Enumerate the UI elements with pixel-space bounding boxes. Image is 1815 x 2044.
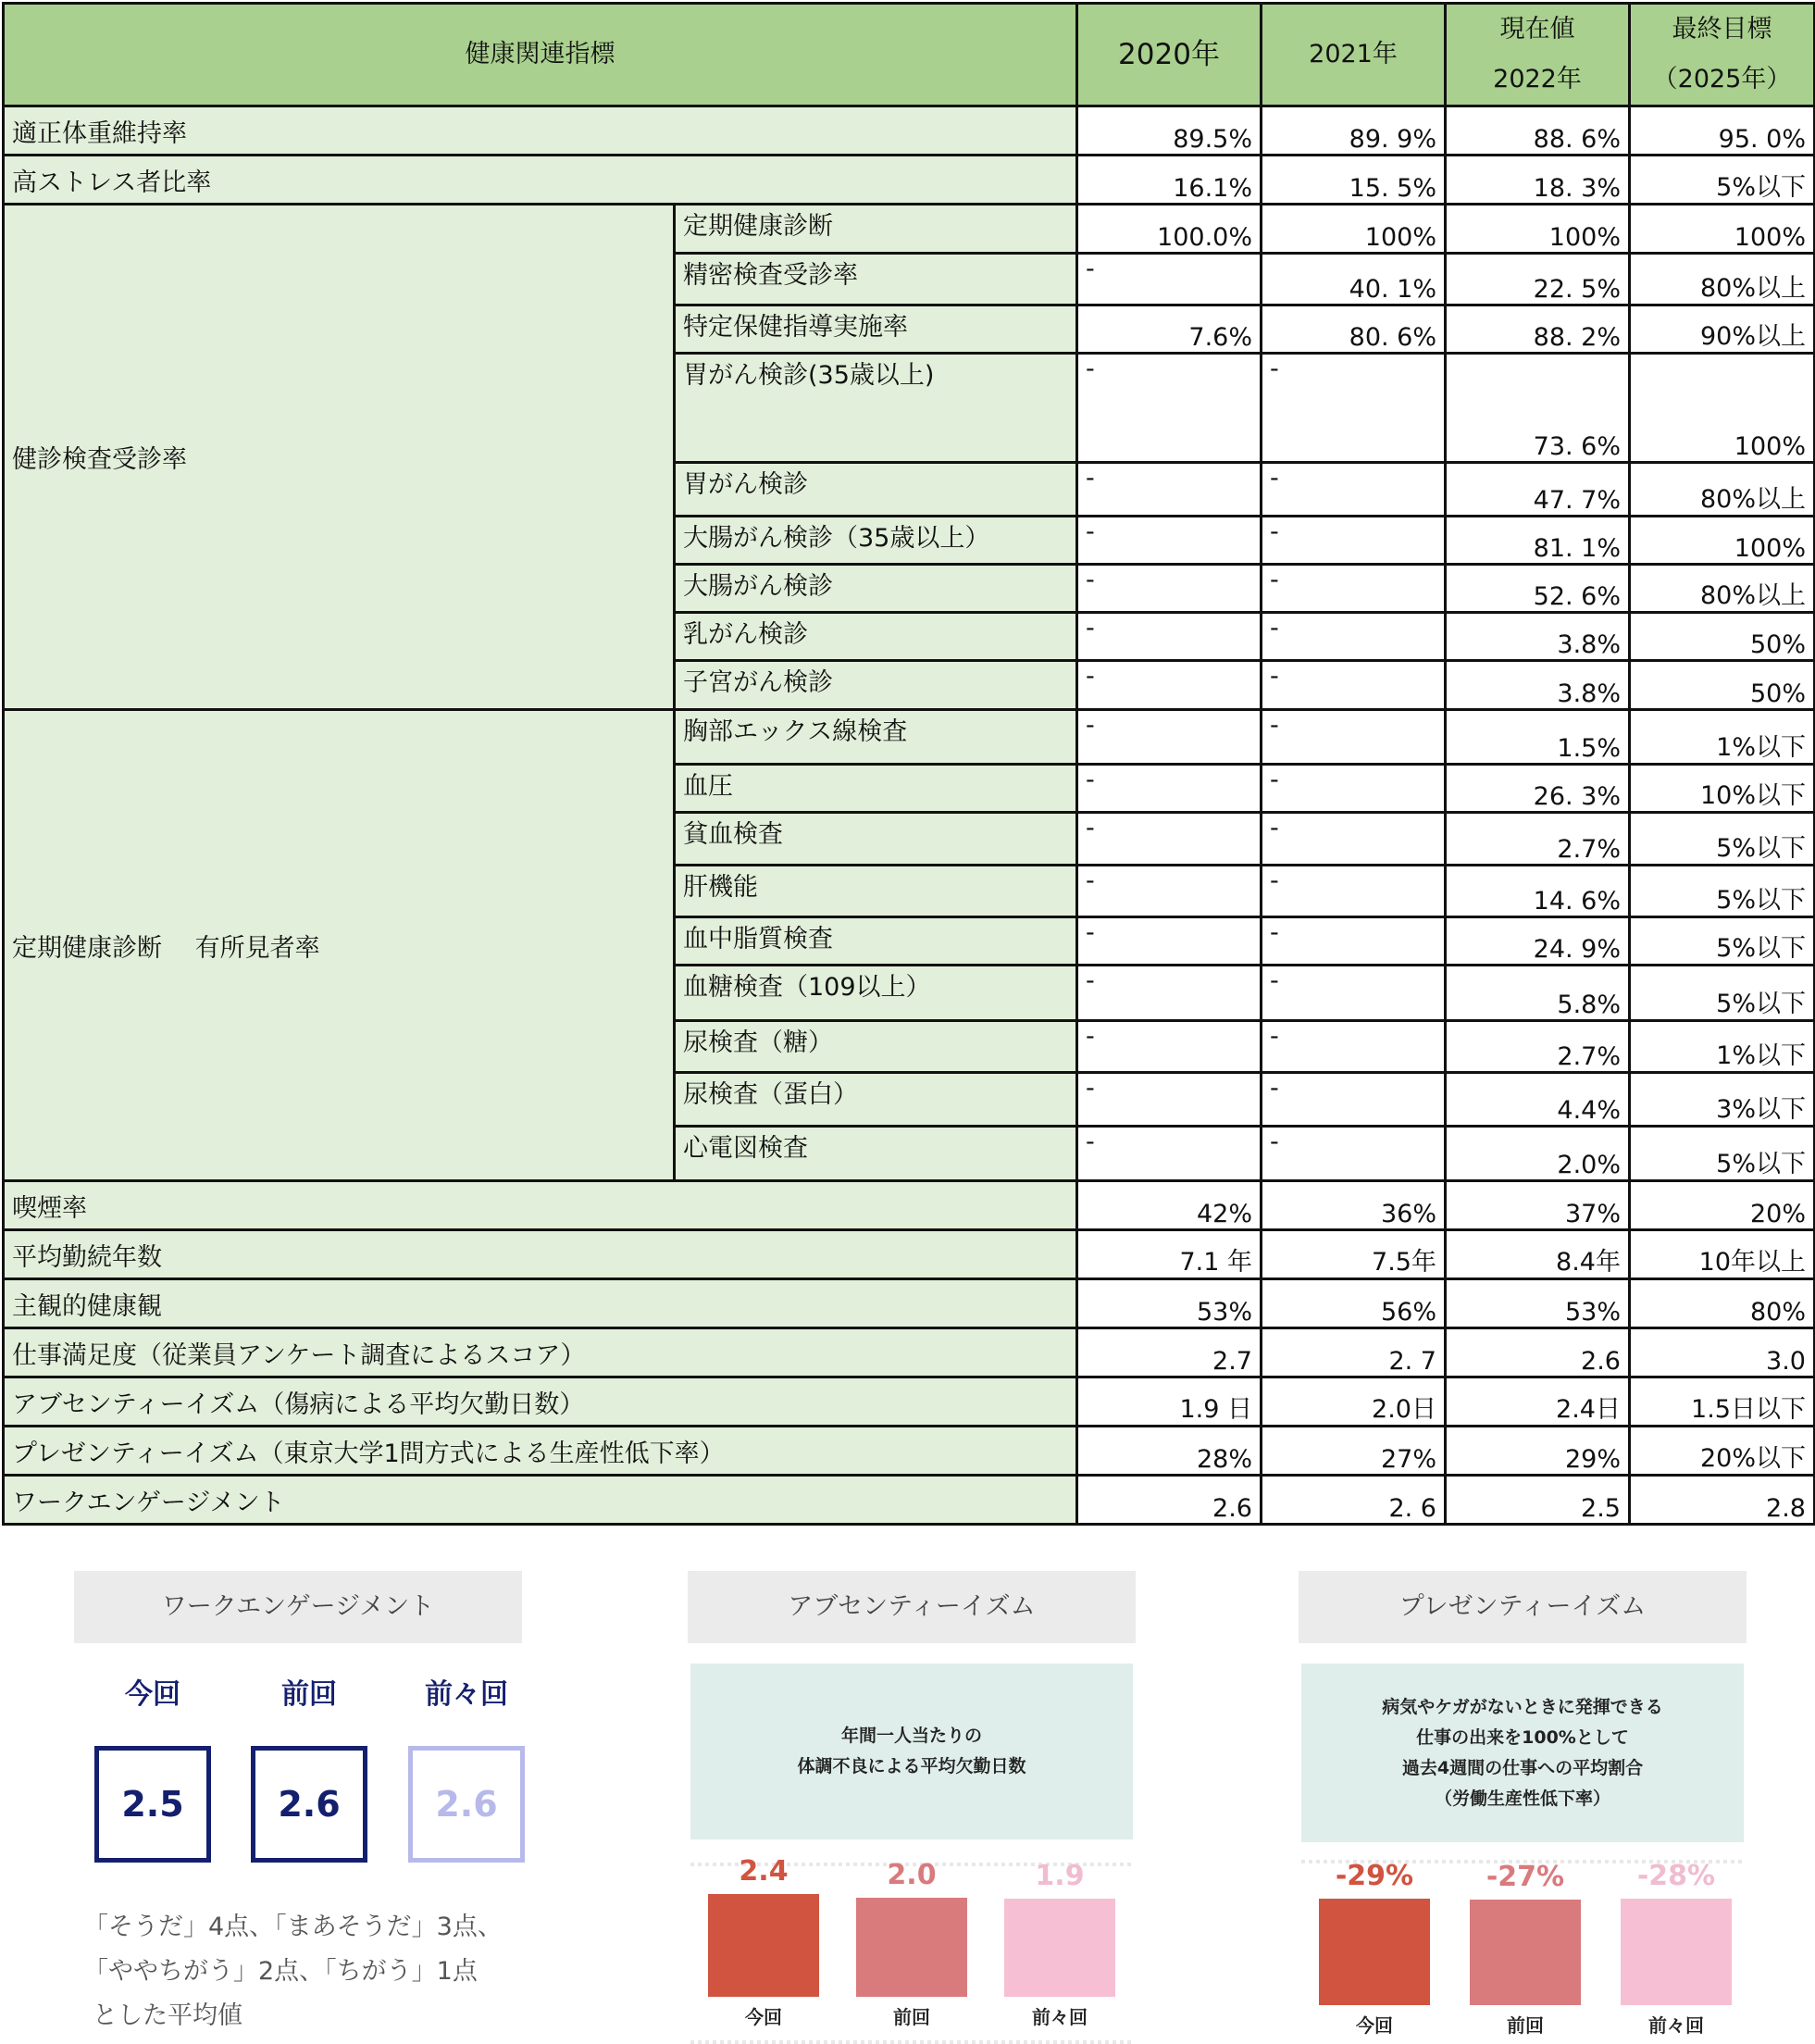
value-v2021: 2. 6 [1262,1476,1446,1525]
value-v2021: - [1262,710,1446,765]
engagement-label-previous: 前回 [281,1678,337,1711]
engagement-title: ワークエンゲージメント [74,1571,522,1643]
value-v2021: - [1262,866,1446,917]
value-target: 95. 0% [1630,106,1815,156]
absenteeism-description-line: 体調不良による平均欠勤日数 [797,1756,1026,1776]
table-row [4,1328,1815,1377]
value-v2021: - [1262,661,1446,710]
presenteeism-bar-value: -29% [1335,1860,1414,1892]
sub-row-label: 精密検査受診率 [675,254,1077,305]
value-v2021: 89. 9% [1262,106,1446,156]
table-row [4,1230,1815,1279]
value-v2021: 36% [1262,1181,1446,1230]
value-target: 5%以下 [1630,1127,1815,1181]
engagement-note-line: 「ややちがう」2点、「ちがう」1点 [83,1957,478,1986]
value-v2021: - [1262,1127,1446,1181]
value-v2020: - [1077,813,1262,866]
health-indicator-table [2,2,1815,1526]
value-v2020: 7.1 年 [1077,1230,1262,1279]
value-v2022: 29% [1446,1427,1630,1476]
sub-row-label: 胸部エックス線検査 [675,710,1077,765]
value-v2020: - [1077,1127,1262,1181]
value-v2022: 53% [1446,1279,1630,1328]
table-row [4,1377,1815,1427]
absenteeism-description-line: 年間一人当たりの [840,1726,982,1746]
value-v2020: 100.0% [1077,205,1262,254]
value-v2021: 100% [1262,205,1446,254]
presenteeism-title: プレゼンティーイズム [1299,1571,1747,1643]
value-v2020: - [1077,866,1262,917]
value-v2021: - [1262,613,1446,661]
value-v2022: 4.4% [1446,1073,1630,1127]
value-v2022: 52. 6% [1446,565,1630,613]
presenteeism-category-label: 前々回 [1648,2014,1704,2037]
value-target: 90%以上 [1630,305,1815,354]
value-target: 1%以下 [1630,710,1815,765]
value-v2021: 80. 6% [1262,305,1446,354]
value-v2021: - [1262,966,1446,1021]
presenteeism-bar-value: -27% [1486,1860,1565,1893]
value-v2020: 53% [1077,1279,1262,1328]
absenteeism-panel [688,1571,1136,2044]
presenteeism-description-line: 病気やケガがないときに発揮できる [1382,1696,1663,1717]
table-row [4,106,1815,156]
value-target: 5%以下 [1630,966,1815,1021]
value-v2021: - [1262,917,1446,966]
value-v2022: 3.8% [1446,613,1630,661]
table-row [4,205,1815,254]
value-v2020: 16.1% [1077,156,1262,205]
value-v2020: 2.7 [1077,1328,1262,1377]
value-target: 80%以上 [1630,565,1815,613]
value-target: 3%以下 [1630,1073,1815,1127]
absenteeism-description [690,1664,1133,1839]
engagement-note-line: とした平均値 [93,2001,242,2030]
value-v2022: 2.7% [1446,813,1630,866]
header-target-line1: 最終目標 [1672,15,1772,44]
value-v2021: 40. 1% [1262,254,1446,305]
value-v2022: 37% [1446,1181,1630,1230]
sub-row-label: 血糖検査（109以上） [675,966,1077,1021]
value-v2022: 1.5% [1446,710,1630,765]
engagement-note [83,1905,503,2038]
row-label: プレゼンティーイズム（東京大学1問方式による生産性低下率） [4,1427,1077,1476]
value-v2020: - [1077,917,1262,966]
table-row [4,156,1815,205]
value-v2022: 88. 6% [1446,106,1630,156]
sub-row-label: 胃がん検診(35歳以上) [675,354,1077,463]
value-target: 80% [1630,1279,1815,1328]
presenteeism-description-line: 過去4週間の仕事への平均割合 [1401,1757,1644,1778]
value-v2022: 2.4日 [1446,1377,1630,1427]
value-target: 50% [1630,613,1815,661]
presenteeism-description-line: 仕事の出来を100%として [1416,1726,1629,1748]
row-label: 喫煙率 [4,1181,1077,1230]
presenteeism-category-label: 今回 [1356,2014,1393,2037]
value-target: 5%以下 [1630,813,1815,866]
value-v2022: 24. 9% [1446,917,1630,966]
value-v2020: - [1077,354,1262,463]
value-v2021: - [1262,565,1446,613]
sub-row-label: 尿検査（糖） [675,1021,1077,1073]
presenteeism-description [1301,1664,1744,1842]
value-v2022: 2.0% [1446,1127,1630,1181]
value-v2021: - [1262,354,1446,463]
header-2020: 2020年 [1077,4,1262,106]
value-target: 50% [1630,661,1815,710]
header-indicator: 健康関連指標 [4,4,1077,106]
sub-row-label: 尿検査（蛋白） [675,1073,1077,1127]
row-label: ワークエンゲージメント [4,1476,1077,1525]
value-v2022: 8.4年 [1446,1230,1630,1279]
sub-row-label: 定期健康診断 [675,205,1077,254]
value-target: 1%以下 [1630,1021,1815,1073]
value-v2021: 2. 7 [1262,1328,1446,1377]
table-row [4,1427,1815,1476]
value-v2021: - [1262,1073,1446,1127]
engagement-value-current: 2.5 [94,1746,211,1863]
value-v2020: - [1077,661,1262,710]
group-label: 定期健康診断 有所見者率 [4,710,675,1181]
value-target: 100% [1630,205,1815,254]
value-v2022: 81. 1% [1446,517,1630,565]
absenteeism-bar-value: 2.0 [887,1858,937,1891]
presenteeism-bar-value: -28% [1636,1860,1716,1893]
header-target-line2: （2025年） [1652,65,1792,93]
value-v2020: - [1077,517,1262,565]
sub-row-label: 大腸がん検診（35歳以上） [675,517,1077,565]
value-target: 5%以下 [1630,866,1815,917]
value-v2021: 2.0日 [1262,1377,1446,1427]
engagement-label-current: 今回 [125,1678,180,1711]
row-label: 平均勤続年数 [4,1230,1077,1279]
group-label: 健診検査受診率 [4,205,675,710]
value-v2020: 89.5% [1077,106,1262,156]
presenteeism-panel [1299,1571,1747,2044]
value-target: 1.5日以下 [1630,1377,1815,1427]
absenteeism-category-label: 今回 [745,2006,782,2028]
value-v2022: 18. 3% [1446,156,1630,205]
value-v2022: 22. 5% [1446,254,1630,305]
value-target: 20%以下 [1630,1427,1815,1476]
value-v2021: 56% [1262,1279,1446,1328]
table-row [4,1279,1815,1328]
row-label: 高ストレス者比率 [4,156,1077,205]
value-target: 10%以下 [1630,765,1815,813]
sub-row-label: 肝機能 [675,866,1077,917]
value-target: 20% [1630,1181,1815,1230]
value-v2022: 3.8% [1446,661,1630,710]
value-v2022: 2.5 [1446,1476,1630,1525]
value-v2022: 5.8% [1446,966,1630,1021]
value-v2022: 88. 2% [1446,305,1630,354]
value-v2021: - [1262,517,1446,565]
absenteeism-bar [1004,1899,1115,1997]
value-v2022: 14. 6% [1446,866,1630,917]
value-v2021: - [1262,765,1446,813]
engagement-note-line: 「そうだ」4点、「まあそうだ」3点、 [83,1913,503,1941]
row-label: 仕事満足度（従業員アンケート調査によるスコア） [4,1328,1077,1377]
absenteeism-bar-value: 1.9 [1035,1859,1085,1892]
value-v2020: - [1077,1073,1262,1127]
presenteeism-bar [1621,1899,1732,2005]
engagement-value-before-previous: 2.6 [408,1746,525,1863]
sub-row-label: 貧血検査 [675,813,1077,866]
absenteeism-stripe [690,2040,1133,2044]
value-target: 3.0 [1630,1328,1815,1377]
absenteeism-category-label: 前回 [893,2006,930,2028]
absenteeism-title: アブセンティーイズム [688,1571,1136,1643]
header-target [1630,4,1815,106]
sub-row-label: 大腸がん検診 [675,565,1077,613]
value-v2020: 1.9 日 [1077,1377,1262,1427]
value-v2020: 2.6 [1077,1476,1262,1525]
value-v2021: - [1262,813,1446,866]
header-current [1446,4,1630,106]
table-row [4,1181,1815,1230]
presenteeism-bar [1470,1900,1581,2005]
presenteeism-bar [1319,1899,1430,2005]
value-v2020: - [1077,966,1262,1021]
value-v2022: 2.6 [1446,1328,1630,1377]
value-v2020: - [1077,1021,1262,1073]
value-v2020: 42% [1077,1181,1262,1230]
row-label: アブセンティーイズム（傷病による平均欠勤日数） [4,1377,1077,1427]
value-v2022: 47. 7% [1446,463,1630,517]
value-target: 100% [1630,354,1815,463]
row-label: 適正体重維持率 [4,106,1077,156]
sub-row-label: 心電図検査 [675,1127,1077,1181]
engagement-label-before-previous: 前々回 [425,1678,508,1711]
value-v2020: - [1077,710,1262,765]
header-2021: 2021年 [1262,4,1446,106]
value-v2020: - [1077,565,1262,613]
header-current-line2: 2022年 [1493,65,1582,93]
value-v2022: 100% [1446,205,1630,254]
value-v2021: - [1262,1021,1446,1073]
sub-row-label: 子宮がん検診 [675,661,1077,710]
value-v2020: - [1077,254,1262,305]
header-current-line1: 現在値 [1499,15,1575,44]
value-v2021: 27% [1262,1427,1446,1476]
value-target: 5%以下 [1630,917,1815,966]
value-v2022: 73. 6% [1446,354,1630,463]
value-v2021: 7.5年 [1262,1230,1446,1279]
absenteeism-category-label: 前々回 [1032,2006,1088,2028]
value-v2020: - [1077,765,1262,813]
engagement-panel [74,1571,522,2030]
sub-row-label: 血圧 [675,765,1077,813]
absenteeism-bar-value: 2.4 [739,1855,789,1888]
presenteeism-category-label: 前回 [1507,2014,1544,2037]
value-target: 5%以下 [1630,156,1815,205]
value-target: 2.8 [1630,1476,1815,1525]
value-v2020: - [1077,463,1262,517]
presenteeism-description-line: （労働生産性低下率） [1434,1788,1610,1809]
value-v2021: 15. 5% [1262,156,1446,205]
value-v2020: - [1077,613,1262,661]
value-v2022: 26. 3% [1446,765,1630,813]
header-row [4,4,1815,106]
value-target: 10年以上 [1630,1230,1815,1279]
sub-row-label: 血中脂質検査 [675,917,1077,966]
engagement-value-previous: 2.6 [251,1746,367,1863]
value-target: 80%以上 [1630,254,1815,305]
value-v2020: 28% [1077,1427,1262,1476]
value-v2020: 7.6% [1077,305,1262,354]
value-target: 80%以上 [1630,463,1815,517]
value-v2022: 2.7% [1446,1021,1630,1073]
sub-row-label: 胃がん検診 [675,463,1077,517]
sub-row-label: 特定保健指導実施率 [675,305,1077,354]
value-v2021: - [1262,463,1446,517]
sub-row-label: 乳がん検診 [675,613,1077,661]
value-target: 100% [1630,517,1815,565]
row-label: 主観的健康観 [4,1279,1077,1328]
absenteeism-bar [856,1898,967,1997]
table-row [4,710,1815,765]
table-row [4,1476,1815,1525]
absenteeism-bar [708,1894,819,1997]
